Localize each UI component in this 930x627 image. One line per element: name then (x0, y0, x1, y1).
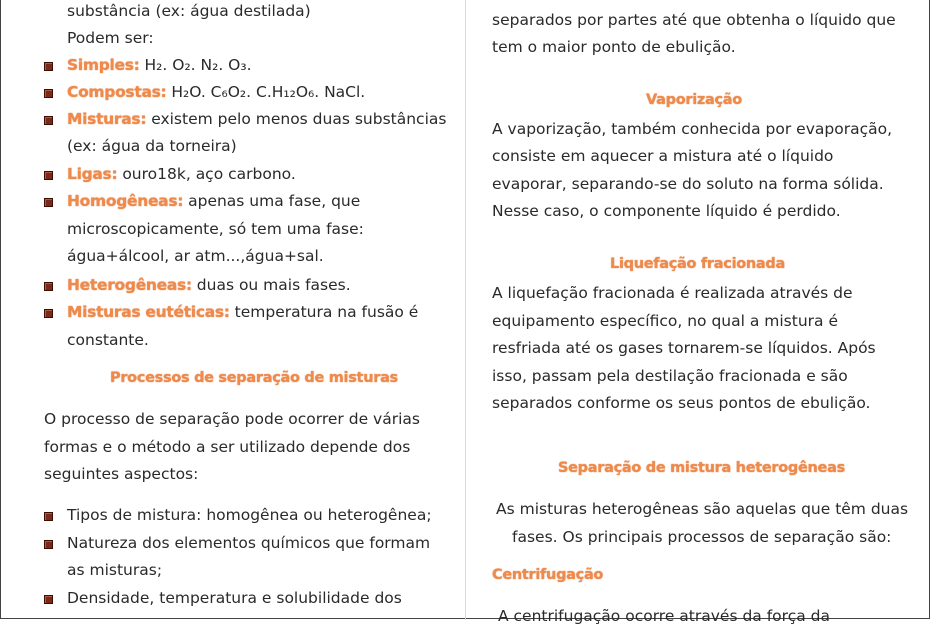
list-item-euteticas (67, 301, 418, 323)
paragraph-line: evaporar, separando-se do soluto na forma sólida. (492, 175, 884, 193)
bullet-icon (44, 282, 53, 291)
column-divider (465, 0, 466, 620)
list-item-aspecto: Tipos de mistura: homogênea ou heterogênea; (67, 506, 432, 524)
text-heterogeneas: duas ou mais fases. (196, 276, 351, 294)
text-misturas: existem pelo menos duas substâncias (151, 110, 447, 128)
paragraph-line: equipamento específico, no qual a mistura é (492, 312, 838, 330)
paragraph-line: tem o maior ponto de ebulição. (492, 38, 736, 56)
text-misturas-cont: (ex: água da torneira) (67, 137, 237, 155)
text-ligas: ouro18k, aço carbono. (122, 165, 296, 183)
heading-separacao-heterogenea: Separação de mistura heterogêneas (558, 460, 845, 476)
paragraph-line: fases. Os principais processos de separação são: (512, 528, 892, 546)
paragraph-line: O processo de separação pode ocorrer de várias (44, 410, 420, 428)
text-compostas: H₂O. C₆O₂. C.H₁₂O₆. NaCl. (171, 83, 366, 101)
heading-centrifugacao: Centrifugação (492, 567, 604, 583)
bullet-icon (44, 309, 53, 318)
paragraph-line: A vaporização, também conhecida por evaporação, (492, 120, 893, 138)
intro-line: substância (ex: água destilada) (67, 2, 311, 20)
heading-liquefacao-fracionada: Liquefação fracionada (610, 256, 785, 272)
bullet-icon (44, 171, 53, 180)
paragraph-line: resfriada até os gases tornarem-se líquidos. Após (492, 339, 876, 357)
text-homogeneas: apenas uma fase, que (188, 192, 361, 210)
text-homogeneas-cont1: microscopicamente, só tem uma fase: (67, 220, 364, 238)
text-simples: H₂. O₂. N₂. O₃. (144, 56, 252, 74)
list-item-homogeneas (67, 190, 360, 212)
paragraph-line: consiste em aquecer a mistura até o líquido (492, 147, 834, 165)
list-item-compostas (67, 81, 365, 103)
bullet-icon (44, 595, 53, 604)
term-heterogeneas: Heterogêneas: (67, 276, 192, 294)
bullet-icon (44, 540, 53, 549)
bullet-icon (44, 198, 53, 207)
paragraph-line: isso, passam pela destilação fracionada e são (492, 367, 848, 385)
bullet-icon (44, 116, 53, 125)
term-homogeneas: Homogêneas: (67, 192, 184, 210)
bullet-icon (44, 62, 53, 71)
intro-podem-ser: Podem ser: (67, 29, 154, 47)
paragraph-line: A liquefação fracionada é realizada através de (492, 284, 853, 302)
list-item-aspecto-cont: as misturas; (67, 561, 163, 579)
list-item-misturas (67, 108, 446, 130)
list-item-heterogeneas (67, 274, 351, 296)
paragraph-line: Nesse caso, o componente líquido é perdido. (492, 202, 841, 220)
term-misturas: Misturas: (67, 110, 147, 128)
bullet-icon (44, 512, 53, 521)
bullet-icon (44, 89, 53, 98)
term-compostas: Compostas: (67, 83, 167, 101)
heading-vaporizacao: Vaporização (646, 92, 742, 108)
term-ligas: Ligas: (67, 165, 118, 183)
paragraph-line: seguintes aspectos: (44, 465, 199, 483)
text-euteticas: temperatura na fusão é (234, 303, 419, 321)
text-euteticas-cont: constante. (67, 331, 149, 349)
paragraph-line: separados por partes até que obtenha o líquido que (492, 11, 896, 29)
paragraph-line: formas e o método a ser utilizado depende dos (44, 438, 411, 456)
paragraph-line: separados conforme os seus pontos de ebulição. (492, 394, 871, 412)
list-item-aspecto: Densidade, temperatura e solubilidade dos (67, 589, 402, 607)
paragraph-line: A centrifugação ocorre através da força da (498, 607, 830, 625)
list-item-ligas (67, 163, 296, 185)
list-item-simples (67, 54, 252, 76)
term-simples: Simples: (67, 56, 140, 74)
term-euteticas: Misturas eutéticas: (67, 303, 230, 321)
heading-processos-separacao: Processos de separação de misturas (110, 370, 398, 386)
paragraph-line: As misturas heterogêneas são aquelas que têm duas (496, 500, 909, 518)
text-homogeneas-cont2: água+álcool, ar atm...,água+sal. (67, 247, 324, 265)
list-item-aspecto: Natureza dos elementos químicos que formam (67, 534, 431, 552)
